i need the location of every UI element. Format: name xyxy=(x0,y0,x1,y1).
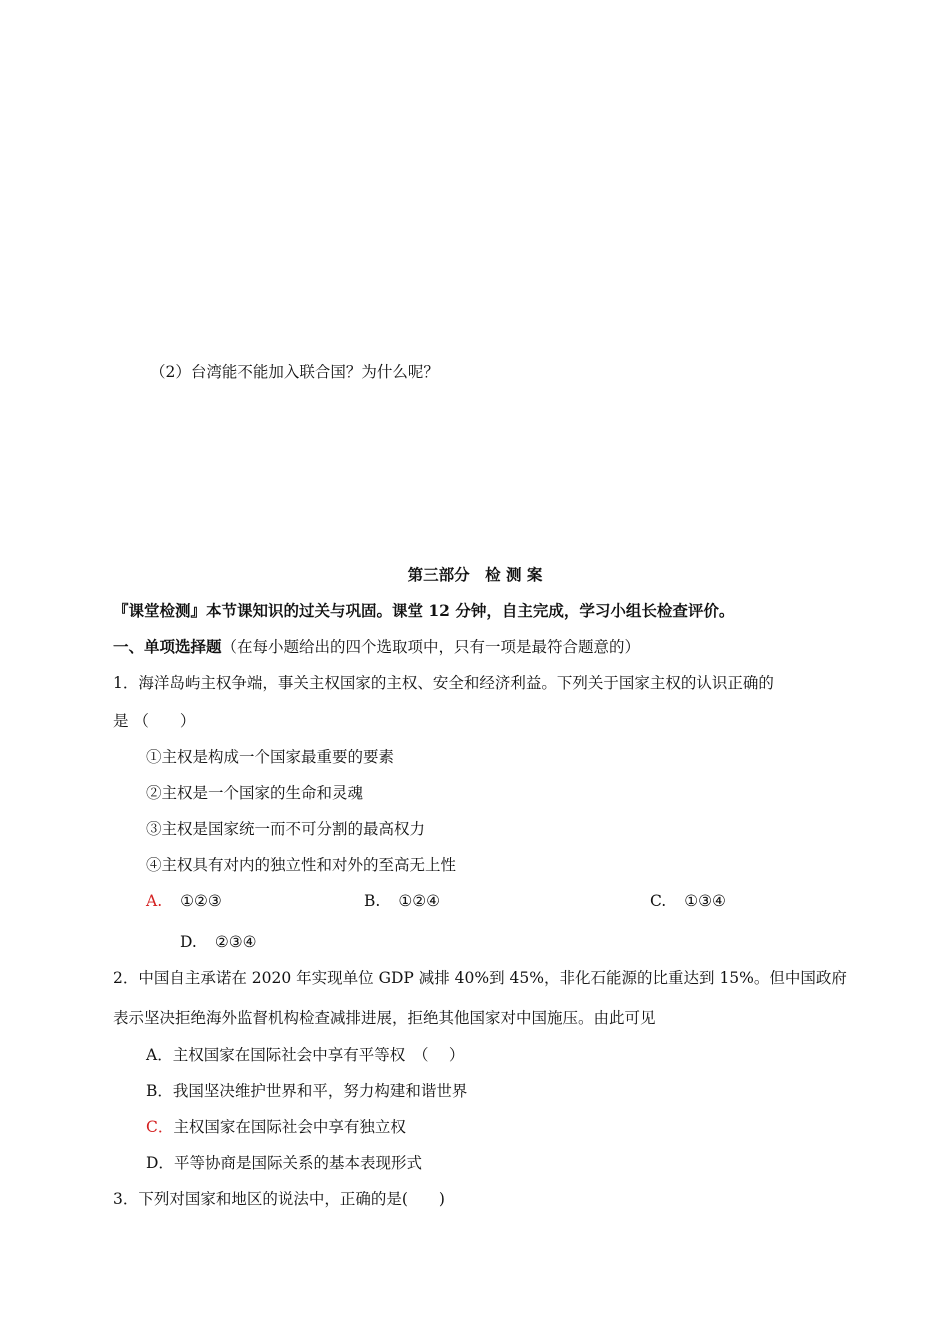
sub-question-2: （2）台湾能不能加入联合国？为什么呢？ xyxy=(150,363,439,381)
option-c-letter: C． xyxy=(146,1118,174,1136)
question-2-option-d xyxy=(146,1153,422,1173)
question-2-stem-cont: 表示坚决拒绝海外监督机构检查减排进展，拒绝其他国家对中国施压。由此可见 xyxy=(113,1009,656,1027)
option-d-text: ②③④ xyxy=(214,933,257,951)
question-1-option-b xyxy=(364,891,440,911)
question-1-stem-cont: 是 （ ） xyxy=(113,712,196,730)
question-1-statement-4: ④主权具有对内的独立性和对外的至高无上性 xyxy=(146,856,457,874)
part-one-title: 一、单项选择题 xyxy=(113,637,222,656)
question-2-stem: 2．中国自主承诺在 2020 年实现单位 GDP 减排 40%到 45%，非化石能源的比重达到 15%。但中国政府 xyxy=(113,969,847,987)
question-2-option-a xyxy=(146,1045,464,1065)
option-c-text: 主权国家在国际社会中享有独立权 xyxy=(173,1118,406,1136)
option-d-letter: D． xyxy=(146,1154,174,1172)
option-a-letter: A． xyxy=(146,1046,173,1064)
question-2-option-c xyxy=(146,1117,406,1137)
option-d-text: 平等协商是国际关系的基本表现形式 xyxy=(173,1154,422,1172)
question-1-statement-1: ①主权是构成一个国家最重要的要素 xyxy=(146,748,395,766)
question-3-stem: 3．下列对国家和地区的说法中，正确的是( ) xyxy=(113,1190,445,1208)
option-a-text: 主权国家在国际社会中享有平等权 （ ） xyxy=(172,1046,465,1064)
question-1-option-c xyxy=(650,891,726,911)
question-1-statement-3: ③主权是国家统一而不可分割的最高权力 xyxy=(146,820,426,838)
option-a-text: ①②③ xyxy=(180,892,222,910)
question-1-stem: 1．海洋岛屿主权争端，事关主权国家的主权、安全和经济利益。下列关于国家主权的认识正确的 xyxy=(113,674,774,692)
part-one-note: （在每小题给出的四个选取项中，只有一项是最符合题意的） xyxy=(221,638,641,656)
section-title: 第三部分 检 测 案 xyxy=(407,565,543,584)
option-b-letter: B． xyxy=(146,1082,173,1100)
part-one-heading xyxy=(113,637,640,657)
option-b-text: ①②④ xyxy=(398,892,441,910)
option-b-text: 我国坚决维护世界和平，努力构建和谐世界 xyxy=(172,1082,468,1100)
classroom-test-intro: 『课堂检测』本节课知识的过关与巩固。课堂 12 分钟，自主完成，学习小组长检查评价。 xyxy=(113,601,735,620)
option-b-letter: B. xyxy=(364,892,381,910)
option-d-letter: D. xyxy=(180,933,197,951)
question-1-statement-2: ②主权是一个国家的生命和灵魂 xyxy=(146,784,364,802)
question-1-option-d xyxy=(180,932,257,952)
option-c-letter: C. xyxy=(650,892,667,910)
option-a-letter: A. xyxy=(146,892,163,910)
question-1-option-a xyxy=(146,891,222,911)
question-2-option-b xyxy=(146,1081,467,1101)
option-c-text: ①③④ xyxy=(684,892,726,910)
